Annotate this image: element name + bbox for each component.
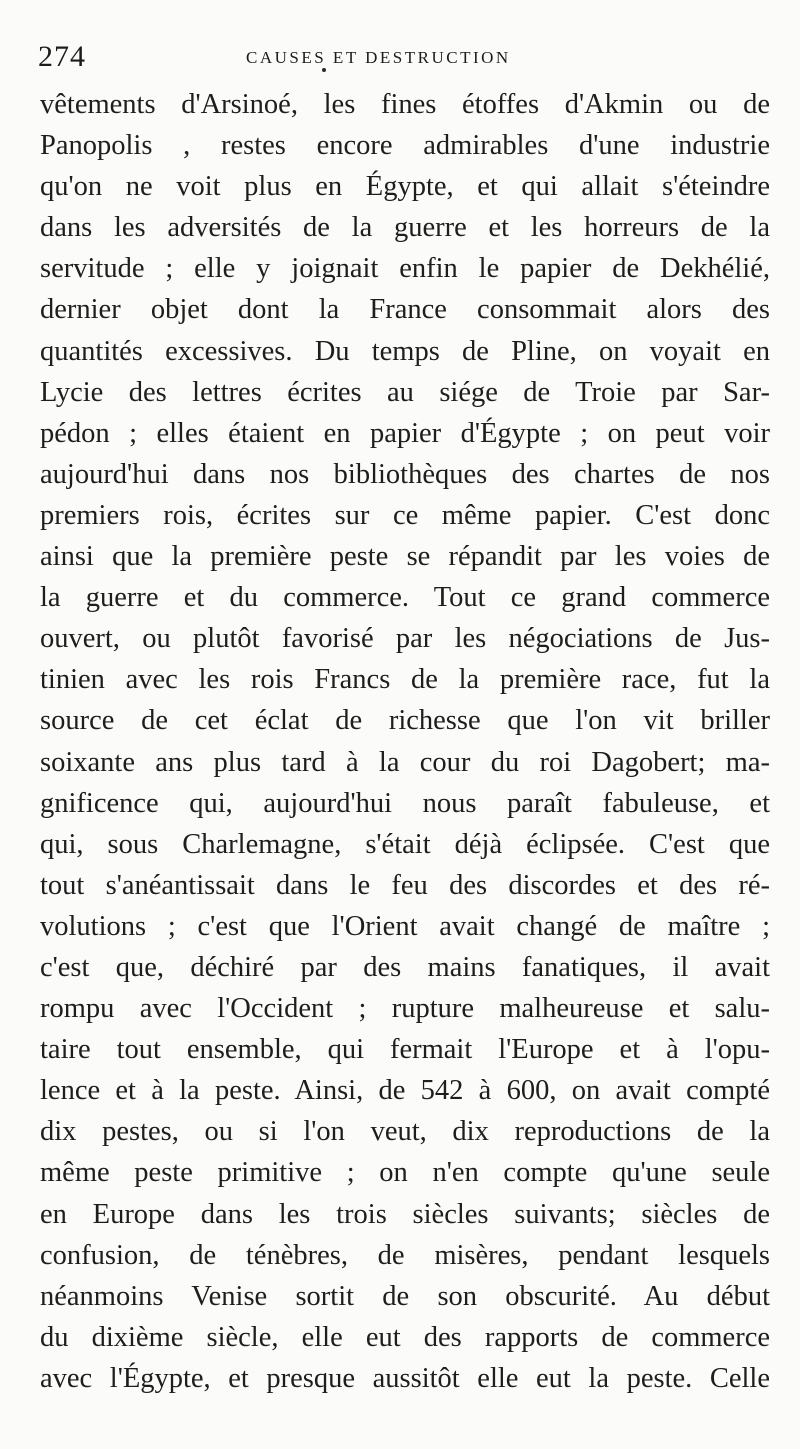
ink-speck [322,68,326,72]
text-line: dans les adversités de la guerre et les horreurs de la [40,212,770,244]
text-line: qui, sous Charlemagne, s'était déjà éclipsée. C'est que [40,828,770,860]
text-line: du dixième siècle, elle eut des rapports de commerce [40,1321,770,1353]
text-line: avec l'Égypte, et presque aussitôt elle eut la peste. Celle [40,1362,770,1394]
page-header [38,36,768,76]
text-line: dix pestes, ou si l'on veut, dix reproductions de la [40,1116,770,1148]
text-line: source de cet éclat de richesse que l'on vit briller [40,705,770,737]
body-text [40,84,770,1399]
running-title: CAUSES ET DESTRUCTION [246,48,511,67]
text-line: ouvert, ou plutôt favorisé par les négociations de Jus- [40,623,770,655]
page-number: 274 [38,40,86,73]
text-line: ainsi que la première peste se répandit par les voies de [40,541,770,573]
text-line: en Europe dans les trois siècles suivants; siècles de [40,1198,770,1230]
text-line: néanmoins Venise sortit de son obscurité. Au début [40,1280,770,1312]
text-line: vêtements d'Arsinoé, les fines étoffes d'Akmin ou de [40,89,770,120]
text-line: qu'on ne voit plus en Égypte, et qui allait s'éteindre [40,171,770,203]
text-line: servitude ; elle y joignait enfin le papier de Dekhélié, [40,253,770,285]
text-line: dernier objet dont la France consommait alors des [40,294,770,326]
text-line: confusion, de ténèbres, de misères, pendant lesquels [40,1239,770,1271]
text-line: rompu avec l'Occident ; rupture malheureuse et salu- [40,993,770,1025]
text-line: volutions ; c'est que l'Orient avait changé de maître ; [40,910,770,942]
text-line: même peste primitive ; on n'en compte qu'une seule [40,1157,770,1189]
text-line: pédon ; elles étaient en papier d'Égypte ; on peut voir [40,417,770,449]
text-line: taire tout ensemble, qui fermait l'Europe et à l'opu- [40,1034,770,1066]
text-line: premiers rois, écrites sur ce même papier. C'est donc [40,499,770,531]
text-line: Lycie des lettres écrites au siége de Troie par Sar- [40,376,770,408]
text-line: quantités excessives. Du temps de Pline, on voyait en [40,335,770,367]
text-line: lence et à la peste. Ainsi, de 542 à 600, on avait compté [40,1075,770,1107]
text-line: Panopolis , restes encore admirables d'une industrie [40,130,770,162]
text-line: la guerre et du commerce. Tout ce grand commerce [40,582,770,614]
text-line: c'est que, déchiré par des mains fanatiques, il avait [40,951,770,983]
text-line: soixante ans plus tard à la cour du roi Dagobert; ma- [40,746,770,778]
text-line: gnificence qui, aujourd'hui nous paraît fabuleuse, et [40,787,770,819]
text-line: tinien avec les rois Francs de la première race, fut la [40,664,770,696]
text-line: tout s'anéantissait dans le feu des discordes et des ré- [40,869,770,901]
text-line: aujourd'hui dans nos bibliothèques des chartes de nos [40,458,770,490]
